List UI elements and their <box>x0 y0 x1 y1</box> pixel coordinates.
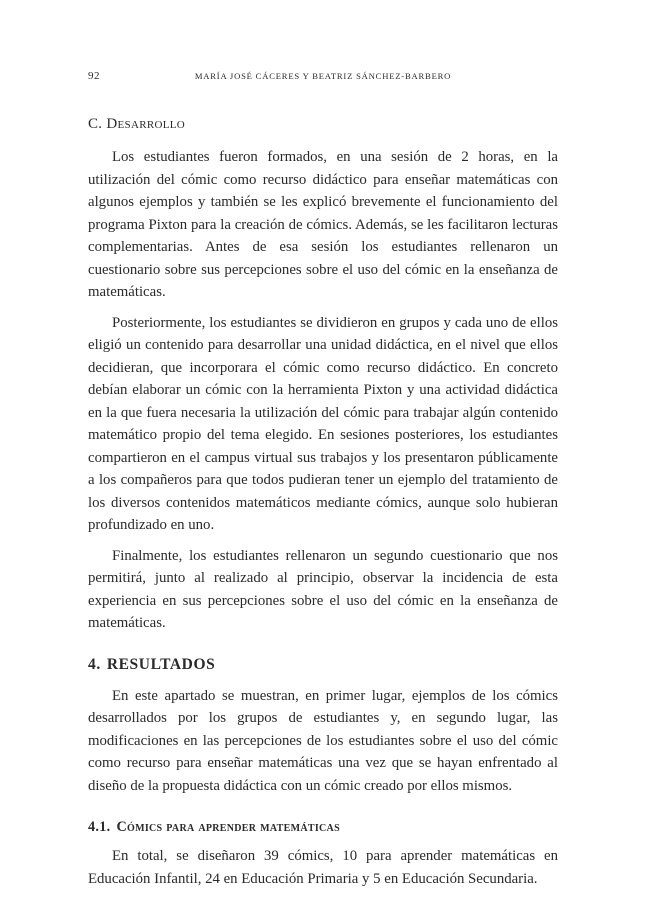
paragraph: Posteriormente, los estudiantes se dividieron en grupos y cada uno de ellos eligió un contenido para desarrollar una unidad didáctica, en el nivel que ellos decidieran, que incorporara el cómic como recurso didáctico. En concreto debían elaborar un cómic con la herramienta Pixton y una actividad didáctica en la que fuera necesaria la utilización del cómic para trabajar algún contenido matemático propio del tema elegido. En sesiones posteriores, los estudiantes compartieron en el campus virtual sus trabajos y los presentaron públicamente a los compañeros para que todos pudieran tener un ejemplo del tratamiento de los diversos contenidos matemáticos mediante cómics, aunque solo hubieran profundizado en uno. <box>88 314 558 533</box>
paragraph: En este apartado se muestran, en primer lugar, ejemplos de los cómics desarrollados por los grupos de estudiantes y, en segundo lugar, las modificaciones en las percepciones de los estudiantes sobre el uso del cómic como recurso para enseñar matemáticas una vez que se hayan enfrentado al diseño de la propuesta didáctica con un cómic creado por ellos mismos. <box>88 687 558 794</box>
paragraph: En total, se diseñaron 39 cómics, 10 para aprender matemáticas en Educación Infantil, 24 en Educación Primaria y 5 en Educación Secundaria. <box>88 848 558 887</box>
running-head: MARÍA JOSÉ CÁCERES Y BEATRIZ SÁNCHEZ-BARBERO <box>194 71 452 81</box>
subsection-title: Cómics para aprender matemáticas <box>116 819 340 835</box>
subsection-number: 4.1. <box>88 819 111 835</box>
paragraph: Finalmente, los estudiantes rellenaron un segundo cuestionario que nos permitirá, junto al realizado al principio, observar la incidencia de esta experiencia en sus percepciones sobre el uso del cómic en la enseñanza de matemáticas. <box>88 547 558 631</box>
page-number: 92 <box>88 70 100 82</box>
page-body <box>88 114 558 898</box>
section-title: RESULTADOS <box>106 655 216 673</box>
section-number: 4. <box>88 655 101 673</box>
section-heading-desarrollo: C. Desarrollo <box>88 116 186 132</box>
page-header <box>88 70 558 84</box>
paragraph: Los estudiantes fueron formados, en una sesión de 2 horas, en la utilización del cómic como recurso didáctico para enseñar matemáticas con algunos ejemplos y también se les explicó brevemente el funcionamiento del programa Pixton para la creación de cómics. Además, se les facilitaron lecturas complementarias. Antes de esa sesión los estudiantes rellenaron un cuestionario sobre sus percepciones sobre el uso del cómic en la enseñanza de matemáticas. <box>88 149 558 300</box>
subsection-heading-comics <box>88 817 558 837</box>
section-heading-resultados <box>88 655 558 675</box>
